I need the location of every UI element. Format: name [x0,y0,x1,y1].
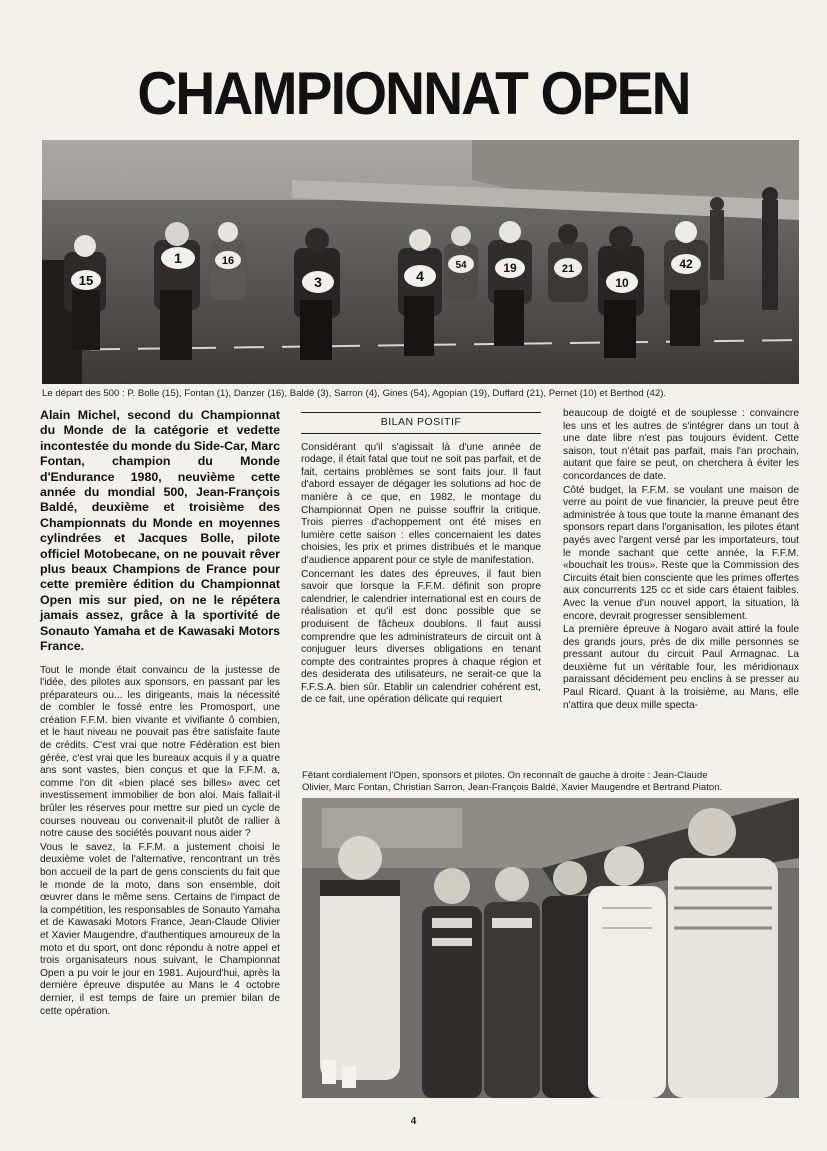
svg-text:15: 15 [78,273,94,288]
column-1 [40,408,280,1019]
svg-text:21: 21 [561,263,575,275]
lead-paragraph: Alain Michel, second du Championnat du Monde de la catégorie et vedette incontestée du monde du Side-Car, Marc Fontan, champion du Monde d'Endurance 1980, neuvième cette année du mondial 500, Jean-François Baldé, deuxième et troisième des Championnats du Monde en moyennes cylindrées et Jacques Bolle, pilote officiel Motobecane, on ne pouvait rêver plus beaux Champions de France pour cette première édition du Championnat Open mis sur pied, on ne le répétera jamais assez, grâce à la sportivité de Sonauto Yamaha et de Kawasaki Motors France. [40,408,280,654]
svg-text:16: 16 [221,255,235,267]
body-paragraph: Tout le monde était convaincu de la justesse de l'idée, des pilotes aux sponsors, en passant par les préparateurs ou... les dirigeants, mais la nécessité de combler le fossé entre les Promosport, une création F.F.M. bien vivante et vivifiante ô combien, et le haut niveau ne pouvait pas être satisfaite faute de crédits. C'est vrai que notre Fédération est bien gérée, c'est vrai que les bureaux acquis il y a quatre ans sont vastes, bien conçus et que la F.F.M. a, comme l'on dit «bien placé ses billes» avec cet investissement immobilier de bon aloi. Mais fallait-il brûler les réserves pour mettre sur pied un cycle de courses nouveau ou convenait-il plutôt de rallier à notre cause des sociétés pouvant nous aider ? [40,664,280,840]
group-photo-illustration [302,798,799,1098]
body-paragraph: Côté budget, la F.F.M. se voulant une maison de verre au point de vue financier, la preuve peut être administrée à tous que toute la manne émanant des sponsors repart dans l'organisation, les pilotes étant payés avec l'argent versé par les importateurs, tout le monde sachant que cette année, la F.F.M. «bouchait les trous». Reste que la Commission des Circuits était bien consciente que les primes offertes aux concurrents 125 cc et side cars étaient faibles. Avec la venue d'un nouvel apport, la situation, là encore, devrait progresser sensiblement. [563,484,799,622]
svg-text:3: 3 [314,274,322,290]
group-photo-caption-line-1: Fêtant cordialement l'Open, sponsors et pilotes. On reconnaît de gauche à droite : Jean-Claude [302,770,708,781]
body-paragraph: Considérant qu'il s'agissait là d'une année de rodage, il était fatal que tout ne soit pas parfait, et de fait, certains problèmes se sont faits jour. Il faut d'abord essayer de dégager les solutions ad hoc de manière à ce que, en 1982, le montage du Championnat Open ne puisse souffrir la critique. Trois pierres d'achoppement ont été mises en lumière cette saison : elles concernaient les dates choisies, les prix et primes distribués et le manque d'audience apparent pour ce style de manifestation. [301,441,541,566]
group-photo-caption-line-2: Olivier, Marc Fontan, Christian Sarron, Jean-François Baldé, Xavier Maugendre et Bertrand Piaton. [302,782,723,793]
body-paragraph: Vous le savez, la F.F.M. a justement choisi le deuxième volet de l'alternative, rencontrant un très bon accueil de la part de gens conscients du fait que le monde de la moto, dans son ensemble, doit œuvrer dans le même sens. Certains de l'impact de la compétition, les responsables de Sonauto Yamaha et de Kawasaki Motors France, Jean-Claude Olivier et Xavier Maugendre, d'authentiques amoureux de la moto et du sport, ont donc répondu à notre appel et trois organisateurs nous suivant, le Championnat Open a pu voir le jour en 1981. Aujourd'hui, après la dernière épreuve disputée au Mans le 4 octobre dernier, il est temps de faire un premier bilan de cette opération. [40,841,280,1017]
body-paragraph: beaucoup de doigté et de souplesse : convaincre les uns et les autres de s'intégrer dans un tout à une date libre n'est pas toujours évident. Cette saison, tout n'était pas parfait, mais l'an prochain, autant que faire se peut, on cherchera à éviter les concordances de date. [563,408,799,482]
column-2 [301,412,541,708]
page-title: CHAMPIONNAT OPEN [137,60,690,127]
body-paragraph: La première épreuve à Nogaro avait attiré la foule des grands jours, près de dix mille personnes se pressant autour du circuit Paul Armagnac. La deuxième fut un véritable four, les méridionaux paraissant décidement peu enclins à se presser au Paul Ricard. Quant à la troisième, au Mans, elle n'attira que deux mille specta- [563,624,799,711]
svg-text:54: 54 [455,260,467,271]
svg-text:1: 1 [174,250,182,266]
svg-text:19: 19 [503,261,517,275]
svg-text:42: 42 [679,257,693,271]
section-heading: BILAN POSITIF [301,412,541,434]
group-photo [302,798,799,1098]
svg-text:10: 10 [615,276,629,290]
page-number: 4 [410,1116,417,1127]
race-start-illustration [42,140,799,384]
svg-text:4: 4 [416,268,424,284]
column-3 [563,408,799,713]
race-photo-caption: Le départ des 500 : P. Bolle (15), Fontan (1), Danzer (16), Baldé (3), Sarron (4), Gines (54), Agopian (19), Duffard (21), Pernet (10) et Berthod (42). [42,388,667,399]
race-start-photo [42,140,799,384]
body-paragraph: Concernant les dates des épreuves, il faut bien savoir que lorsque la F.F.M. définit son propre calendrier, le calendrier international est en cours de réalisation et qu'il est donc possible que se produisent de fâcheux doublons. Il faut aussi comprendre que les administrateurs de circuit ont à conjuguer leurs diverses obligations en tenant compte des contraintes propres à chaque région et des desiderata des utilisateurs, ne serait-ce que la F.F.S.A. bien sûr. Etablir un calendrier cohérent est, de ce fait, une opération délicate qui requiert [301,568,541,706]
